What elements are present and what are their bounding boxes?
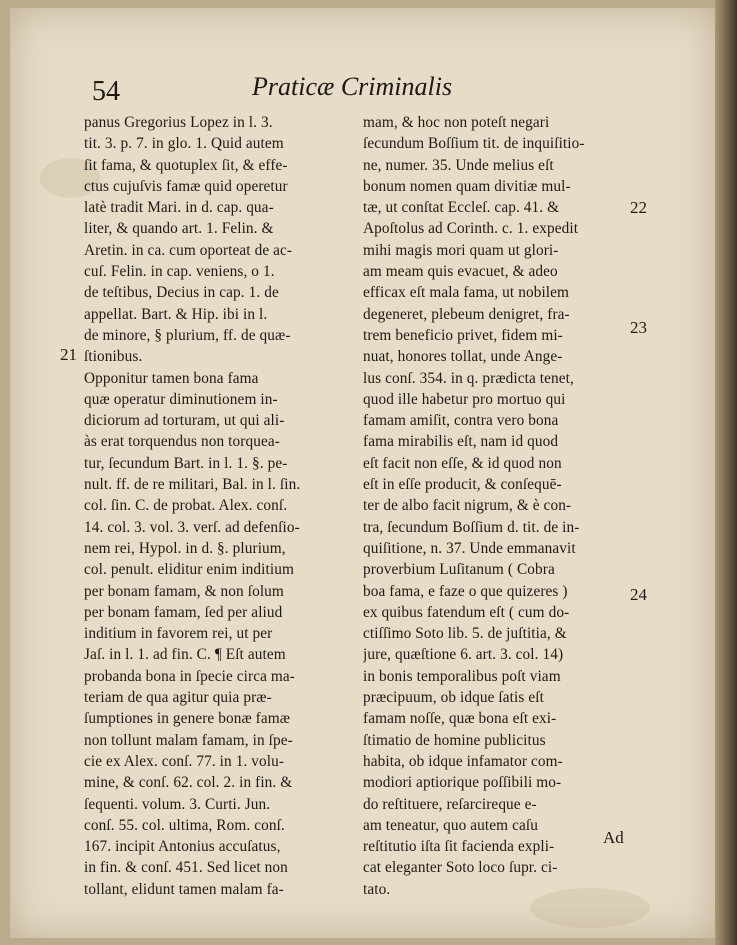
text-line: tra, ſecundum Boſſium d. tit. de in-	[363, 518, 580, 536]
text-line: reſtitutio iſta ſit facienda expli-	[363, 838, 555, 856]
margin-number-22: 22	[630, 198, 647, 217]
text-line: modiori aptiorique poſſibili mo-	[363, 774, 562, 792]
text-line: panus Gregorius Lopez in l. 3.	[84, 114, 273, 131]
text-line: 14. col. 3. vol. 3. verſ. ad defenſio-	[84, 518, 300, 536]
text-line: de minore, § plurium, ff. de quæ-	[84, 326, 291, 344]
text-line: col. ſin. C. de probat. Alex. conſ.	[84, 497, 288, 515]
text-line: ter de albo facit nigrum, & è con-	[363, 497, 572, 515]
text-line: cuſ. Felin. in cap. veniens, o 1.	[84, 263, 275, 281]
text-line: am teneatur, quo autem caſu	[363, 816, 538, 834]
text-line: lus conſ. 354. in q. prædicta tenet,	[363, 369, 574, 387]
page-title: Praticæ Criminalis	[252, 72, 453, 101]
text-line: eſt in eſſe producit, & conſequē-	[363, 476, 562, 494]
text-line: famam noſſe, quæ bona eſt exi-	[363, 710, 557, 728]
text-line: inditium in favorem rei, ut per	[84, 625, 273, 643]
text-line: præcipuum, ob idque ſatis eſt	[363, 689, 544, 707]
text-line: Aretin. in ca. cum oporteat de ac-	[84, 241, 293, 259]
text-line: nuat, honores tollat, unde Ange-	[363, 348, 563, 366]
text-line: jure, quæſtione 6. art. 3. col. 14)	[363, 646, 564, 664]
text-line: boa fama, e faze o que quizeres )	[363, 582, 568, 600]
text-line: tæ, ut conſtat Eccleſ. cap. 41. &	[363, 199, 560, 217]
text-line: Jaſ. in l. 1. ad fin. C. ¶ Eſt autem	[84, 646, 286, 664]
text-line: in fin. & conſ. 451. Sed licet non	[84, 859, 288, 877]
text-line: quod ille habetur pro mortuo qui	[363, 390, 566, 408]
text-line: appellat. Bart. & Hip. ibi in l.	[84, 305, 268, 323]
text-line: teriam de qua agitur quia præ-	[84, 689, 272, 707]
text-line: ſtionibus.	[84, 348, 143, 366]
text-line: ſtimatio de homine publicitus	[363, 731, 546, 749]
text-line: quiſitione, n. 37. Unde emmanavit	[363, 539, 576, 557]
text-line: quæ operatur diminutionem in-	[84, 390, 278, 408]
text-line: conſ. 55. col. ultima, Rom. conſ.	[84, 816, 285, 834]
text-line: Opponitur tamen bona fama	[84, 369, 259, 387]
text-line: ſequenti. volum. 3. Curti. Jun.	[84, 795, 271, 813]
text-line: ctiſſimo Soto lib. 5. de juſtitia, &	[363, 625, 567, 643]
book-binding	[715, 0, 737, 945]
margin-number-21: 21	[60, 345, 77, 364]
text-line: in bonis temporalibus poſt viam	[363, 667, 561, 685]
text-line: mihi magis mori quam ut glori-	[363, 241, 559, 259]
text-line: tollant, elidunt tamen malam fa-	[84, 880, 284, 898]
text-line: tit. 3. p. 7. in glo. 1. Quid autem	[84, 135, 284, 153]
left-text-column	[84, 112, 356, 900]
text-line: cie ex Alex. conſ. 77. in 1. volu-	[84, 752, 285, 770]
text-line: ſecundum Boſſium tit. de inquiſitio-	[363, 135, 585, 153]
text-line: nem rei, Hypol. in d. §. plurium,	[84, 539, 286, 557]
text-line: Apoſtolus ad Corinth. c. 1. expedit	[363, 220, 579, 238]
text-line: diciorum ad torturam, ut qui ali-	[84, 412, 285, 430]
text-line: degeneret, plebeum denigret, fra-	[363, 305, 570, 323]
text-line: mam, & hoc non poteſt negari	[363, 114, 550, 131]
margin-number-23: 23	[630, 318, 647, 337]
text-line: latè tradit Mari. in d. cap. qua-	[84, 199, 274, 217]
text-line: ex quibus fatendum eſt ( cum do-	[363, 603, 570, 621]
text-line: am meam quis evacuet, & adeo	[363, 263, 558, 281]
text-line: bonum nomen quam divitiæ mul-	[363, 177, 571, 195]
text-line: ne, numer. 35. Unde melius eſt	[363, 156, 554, 174]
text-line: nult. ff. de re militari, Bal. in l. ſin.	[84, 476, 301, 494]
text-line: de teſtibus, Decius in cap. 1. de	[84, 284, 279, 302]
text-line: tur, ſecundum Bart. in l. 1. §. pe-	[84, 454, 288, 472]
text-line: col. penult. eliditur enim inditium	[84, 561, 294, 579]
text-line: eſt facit non eſſe, & id quod non	[363, 454, 562, 472]
text-line: mine, & conſ. 62. col. 2. in fin. &	[84, 774, 293, 792]
page-number: 54	[92, 76, 120, 107]
right-text-column	[363, 112, 626, 900]
catchword: Ad	[603, 828, 624, 847]
text-line: habita, ob idque infamator com-	[363, 752, 563, 770]
text-line: famam amiſit, contra vero bona	[363, 412, 559, 430]
text-line: per bonam famam, ſed per aliud	[84, 603, 283, 621]
text-line: ctus cujuſvis famæ quid operetur	[84, 177, 288, 195]
text-line: fama mirabilis eſt, nam id quod	[363, 433, 559, 451]
text-line: non tollunt malam famam, in ſpe-	[84, 731, 293, 749]
text-line: 167. incipit Antonius accuſatus,	[84, 838, 281, 856]
text-line: ſumptiones in genere bonæ famæ	[84, 710, 291, 728]
text-line: ſit fama, & quotuplex ſit, & effe-	[84, 156, 288, 174]
text-line: efficax eſt mala fama, ut nobilem	[363, 284, 570, 302]
text-line: tato.	[363, 880, 391, 898]
text-line: per bonam famam, & non ſolum	[84, 582, 284, 600]
text-line: às erat torquendus non torquea-	[84, 433, 280, 451]
text-line: do reſtituere, reſarcireque e-	[363, 795, 537, 813]
text-line: liter, & quando art. 1. Felin. &	[84, 220, 274, 238]
margin-number-24: 24	[630, 585, 647, 604]
text-line: probanda bona in ſpecie circa ma-	[84, 667, 295, 685]
text-line: trem beneficio privet, fidem mi-	[363, 326, 563, 344]
text-line: proverbium Luſitanum ( Cobra	[363, 561, 555, 579]
text-line: cat eleganter Soto loco ſupr. ci-	[363, 859, 558, 877]
